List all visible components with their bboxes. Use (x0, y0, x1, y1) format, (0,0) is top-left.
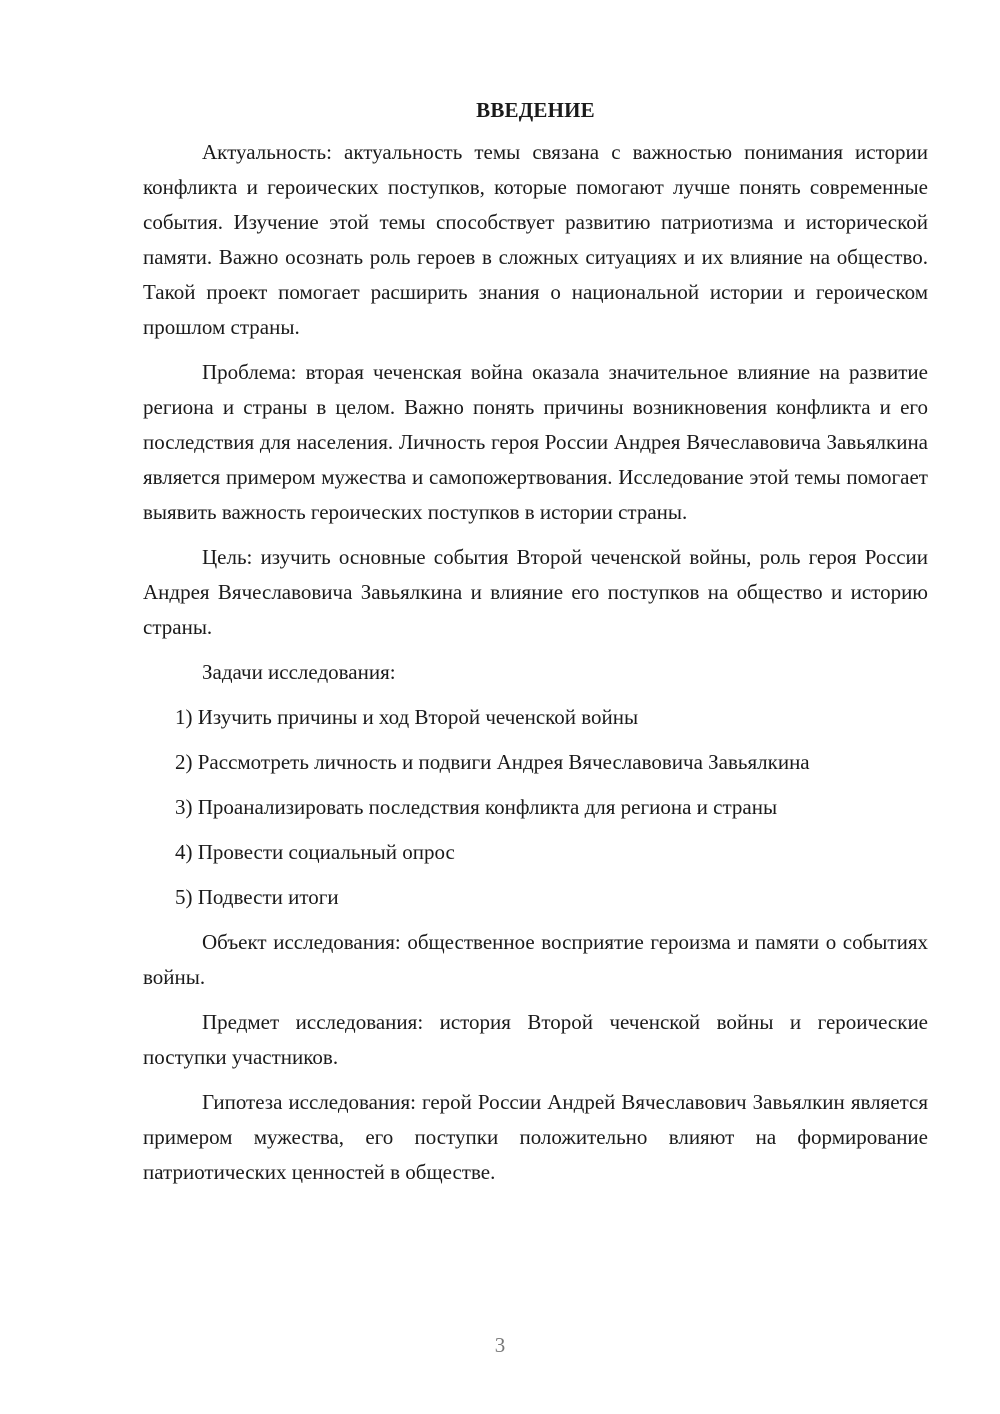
list-item (143, 880, 928, 915)
list-item-number: 4) (175, 840, 193, 864)
list-item-text: Провести социальный опрос (197, 840, 455, 864)
tasks-list (143, 700, 928, 915)
subject-paragraph: Предмет исследования: история Второй чеченской войны и героические поступки участников. (143, 1010, 928, 1069)
list-item-number: 3) (175, 795, 193, 819)
goal-paragraph: Цель: изучить основные события Второй чеченской войны, роль героя России Андрея Вячеславовича Завьялкина и влияние его поступков на общество и историю страны. (143, 545, 928, 639)
list-item-number: 1) (175, 705, 193, 729)
document-page (143, 95, 928, 1190)
list-item-text: Проанализировать последствия конфликта для региона и страны (197, 795, 778, 819)
list-item (143, 835, 928, 870)
list-item (143, 700, 928, 735)
list-item (143, 790, 928, 825)
list-item-text: Рассмотреть личность и подвиги Андрея Вячеславовича Завьялкина (197, 750, 810, 774)
relevance-paragraph: Актуальность: актуальность темы связана с важностью понимания истории конфликта и героических поступков, которые помогают лучше понять современные события. Изучение этой темы способствует развитию патриотизма и исторической памяти. Важно осознать роль героев в сложных ситуациях и их влияние на общество. Такой проект помогает расширить знания о национальной истории и героическом прошлом страны. (143, 140, 928, 339)
list-item-text: Изучить причины и ход Второй чеченской войны (197, 705, 639, 729)
page-number: 3 (494, 1333, 506, 1357)
list-item-text: Подвести итоги (197, 885, 339, 909)
problem-paragraph: Проблема: вторая чеченская война оказала значительное влияние на развитие региона и страны в целом. Важно понять причины возникновения конфликта и его последствия для населения. Личность героя России Андрея Вячеславовича Завьялкина является примером мужества и самопожертвования. Исследование этой темы помогает выявить важность героических поступков в истории страны. (143, 360, 928, 524)
list-item (143, 745, 928, 780)
hypothesis-paragraph: Гипотеза исследования: герой России Андрей Вячеславович Завьялкин является примером мужества, его поступки положительно влияют на формирование патриотических ценностей в обществе. (143, 1090, 928, 1184)
tasks-title: Задачи исследования: (202, 660, 396, 684)
list-item-number: 5) (175, 885, 193, 909)
object-paragraph: Объект исследования: общественное восприятие героизма и памяти о событиях войны. (143, 930, 928, 989)
page-title: ВВЕДЕНИЕ (476, 98, 595, 122)
list-item-number: 2) (175, 750, 193, 774)
